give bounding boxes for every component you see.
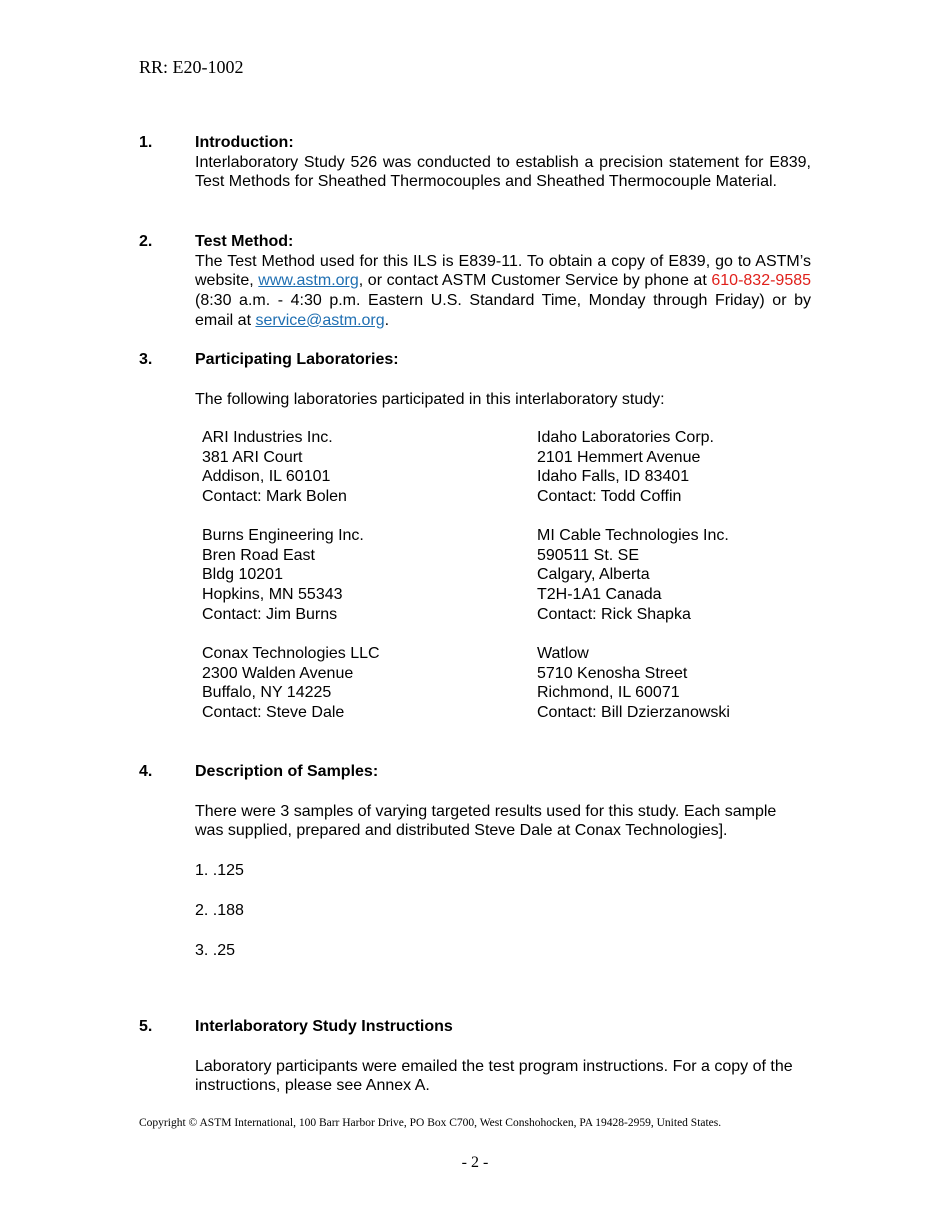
section-study-instructions [139, 1017, 811, 1096]
lab-entry: ARI Industries Inc. 381 ARI Court Addison, IL 60101 Contact: Mark Bolen [202, 429, 347, 506]
section-number: 1. [139, 134, 153, 151]
page-number: - 2 - [461, 1154, 489, 1171]
section-description-of-samples [139, 762, 811, 960]
section-title: Interlaboratory Study Instructions [195, 1018, 453, 1035]
section-title: Participating Laboratories: [195, 351, 399, 368]
report-reference: RR: E20-1002 [139, 57, 244, 77]
section-number: 5. [139, 1018, 153, 1035]
section-title: Description of Samples: [195, 763, 379, 780]
customer-service-phone: 610-832-9585 [711, 272, 812, 290]
astm-website-link[interactable]: www.astm.org [258, 272, 359, 290]
service-email-link[interactable]: service@astm.org [255, 311, 385, 329]
section-test-method [139, 232, 811, 331]
sample-item: 3. .25 [195, 941, 236, 959]
section-text: There were 3 samples of varying targeted results used for this study. Each sample was supplied, prepared and distributed Steve Dale at Conax Technologies]. [195, 802, 777, 840]
section-text: Laboratory participants were emailed the test program instructions. For a copy of the instructions, please see Annex A. [195, 1057, 793, 1095]
section-text: Interlaboratory Study 526 was conducted to establish a precision statement for E839, Test Methods for Sheathed Thermocouples and Sheathed Thermocouple Material. [195, 153, 811, 191]
section-title: Test Method: [195, 233, 294, 250]
copyright-footer: Copyright © ASTM International, 100 Barr Harbor Drive, PO Box C700, West Conshohocken, PA 19428-2959, United States. [139, 1117, 722, 1129]
section-intro: The following laboratories participated in this interlaboratory study: [195, 390, 665, 408]
section-text: The Test Method used for this ILS is E839-11. To obtain a copy of E839, go to ASTM’s website, www.astm.org, or contact ASTM Customer Service by phone at 610-832-9585 (8:30 a.m. - 4:30 p.m. Eastern U.S. Standard Time, Monday through Friday) or by email at service@astm.org. [195, 252, 812, 329]
lab-entry: Idaho Laboratories Corp. 2101 Hemmert Avenue Idaho Falls, ID 83401 Contact: Todd Coffin [537, 429, 714, 506]
section-title: Introduction: [195, 134, 294, 151]
section-participating-laboratories [139, 350, 811, 409]
section-introduction [139, 133, 811, 192]
lab-entry: Conax Technologies LLC 2300 Walden Avenue Buffalo, NY 14225 Contact: Steve Dale [202, 645, 380, 722]
lab-entry: MI Cable Technologies Inc. 590511 St. SE Calgary, Alberta T2H-1A1 Canada Contact: Rick Shapka [537, 527, 729, 623]
section-number: 2. [139, 233, 153, 250]
lab-entry: Watlow 5710 Kenosha Street Richmond, IL 60071 Contact: Bill Dzierzanowski [537, 645, 730, 722]
section-number: 3. [139, 351, 153, 368]
sample-item: 1. .125 [195, 862, 244, 880]
section-number: 4. [139, 763, 153, 780]
sample-item: 2. .188 [195, 901, 244, 919]
lab-entry: Burns Engineering Inc. Bren Road East Bldg 10201 Hopkins, MN 55343 Contact: Jim Burns [202, 527, 364, 623]
